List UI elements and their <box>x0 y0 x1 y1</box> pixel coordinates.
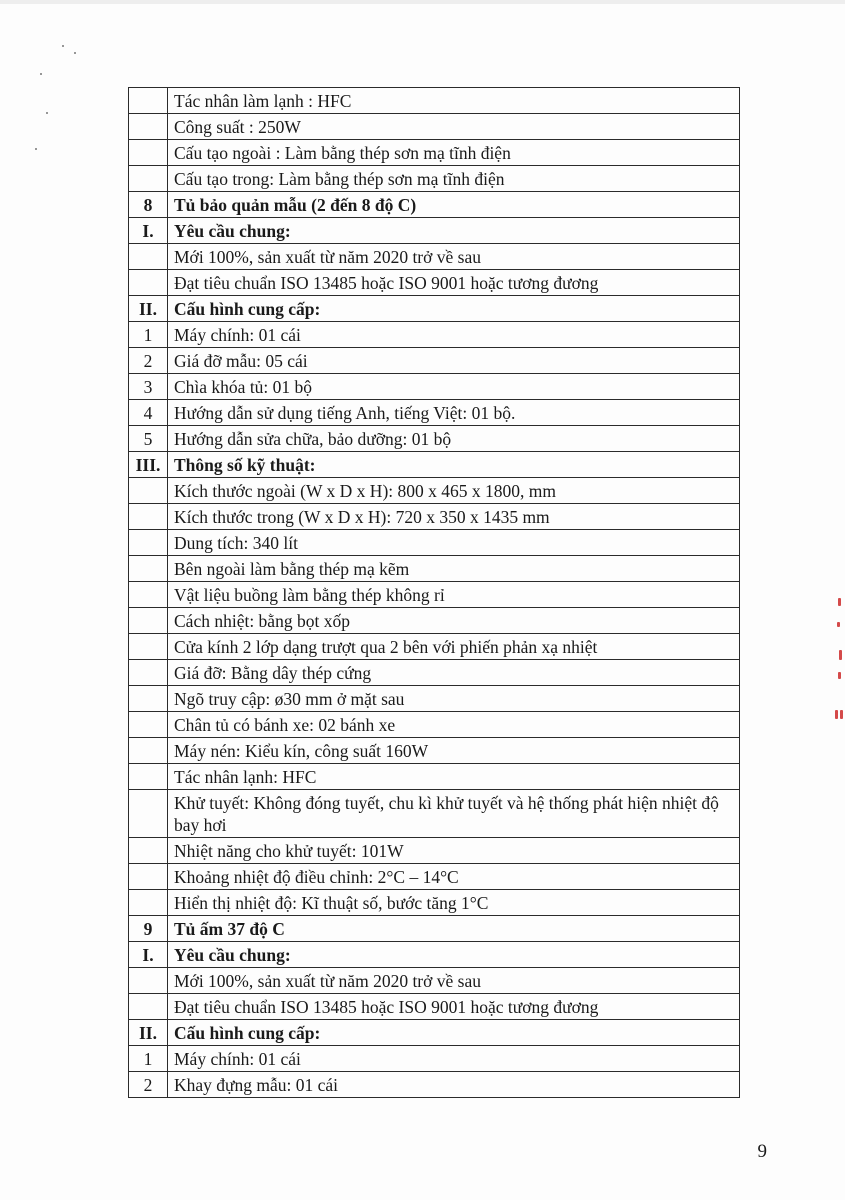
row-number-cell: 3 <box>129 374 168 400</box>
row-text-cell: Đạt tiêu chuẩn ISO 13485 hoặc ISO 9001 hoặc tương đương <box>168 994 740 1020</box>
row-text-cell: Mới 100%, sản xuất từ năm 2020 trở về sau <box>168 244 740 270</box>
row-text-cell: Cấu tạo trong: Làm bằng thép sơn mạ tĩnh điện <box>168 166 740 192</box>
row-number-cell <box>129 504 168 530</box>
table-section-row <box>129 452 740 478</box>
spec-table-body <box>129 88 740 1098</box>
row-text-cell: Cửa kính 2 lớp dạng trượt qua 2 bên với phiến phản xạ nhiệt <box>168 634 740 660</box>
row-text-cell: Chân tủ có bánh xe: 02 bánh xe <box>168 712 740 738</box>
row-number-cell: 1 <box>129 322 168 348</box>
scan-speck <box>62 45 64 47</box>
row-text-cell: Máy chính: 01 cái <box>168 1046 740 1072</box>
table-row <box>129 140 740 166</box>
row-number-cell: 1 <box>129 1046 168 1072</box>
scan-edge <box>0 0 845 4</box>
row-text-cell: Công suất : 250W <box>168 114 740 140</box>
row-text-cell: Kích thước ngoài (W x D x H): 800 x 465 x 1800, mm <box>168 478 740 504</box>
row-number-cell: 5 <box>129 426 168 452</box>
table-row <box>129 968 740 994</box>
table-section-row <box>129 942 740 968</box>
table-row <box>129 582 740 608</box>
row-text-cell: Cách nhiệt: bằng bọt xốp <box>168 608 740 634</box>
table-row <box>129 322 740 348</box>
row-number-cell <box>129 968 168 994</box>
row-number-cell: I. <box>129 218 168 244</box>
row-text-cell: Tác nhân làm lạnh : HFC <box>168 88 740 114</box>
table-section-row <box>129 296 740 322</box>
row-number-cell: III. <box>129 452 168 478</box>
row-text-cell: Dung tích: 340 lít <box>168 530 740 556</box>
row-number-cell <box>129 556 168 582</box>
table-row <box>129 88 740 114</box>
row-text-cell: Cấu tạo ngoài : Làm bằng thép sơn mạ tĩnh điện <box>168 140 740 166</box>
row-number-cell <box>129 608 168 634</box>
row-text-cell: Kích thước trong (W x D x H): 720 x 350 x 1435 mm <box>168 504 740 530</box>
table-section-row <box>129 192 740 218</box>
table-row <box>129 426 740 452</box>
row-number-cell <box>129 864 168 890</box>
row-text-cell: Cấu hình cung cấp: <box>168 1020 740 1046</box>
row-text-cell: Tác nhân lạnh: HFC <box>168 764 740 790</box>
table-row <box>129 864 740 890</box>
row-number-cell: II. <box>129 296 168 322</box>
row-text-cell: Tủ ấm 37 độ C <box>168 916 740 942</box>
row-number-cell <box>129 890 168 916</box>
spec-table <box>128 87 740 1098</box>
table-row <box>129 738 740 764</box>
row-number-cell: 2 <box>129 1072 168 1098</box>
row-number-cell: 2 <box>129 348 168 374</box>
row-number-cell: I. <box>129 942 168 968</box>
row-text-cell: Cấu hình cung cấp: <box>168 296 740 322</box>
table-row <box>129 244 740 270</box>
row-text-cell: Nhiệt năng cho khử tuyết: 101W <box>168 838 740 864</box>
table-row <box>129 400 740 426</box>
row-number-cell <box>129 994 168 1020</box>
row-text-cell: Giá đỡ mẫu: 05 cái <box>168 348 740 374</box>
row-number-cell <box>129 634 168 660</box>
table-row <box>129 1046 740 1072</box>
table-row <box>129 994 740 1020</box>
table-row <box>129 712 740 738</box>
table-row <box>129 790 740 838</box>
table-row <box>129 686 740 712</box>
table-row <box>129 890 740 916</box>
table-row <box>129 608 740 634</box>
row-text-cell: Khay đựng mẫu: 01 cái <box>168 1072 740 1098</box>
table-row <box>129 166 740 192</box>
row-text-cell: Máy chính: 01 cái <box>168 322 740 348</box>
row-number-cell <box>129 88 168 114</box>
stamp-edge-mark <box>832 598 844 738</box>
table-row <box>129 374 740 400</box>
row-text-cell: Yêu cầu chung: <box>168 218 740 244</box>
row-text-cell: Hiển thị nhiệt độ: Kĩ thuật số, bước tăng 1°C <box>168 890 740 916</box>
table-row <box>129 556 740 582</box>
row-text-cell: Mới 100%, sản xuất từ năm 2020 trở về sau <box>168 968 740 994</box>
row-text-cell: Hướng dẫn sử dụng tiếng Anh, tiếng Việt: 01 bộ. <box>168 400 740 426</box>
row-number-cell: 9 <box>129 916 168 942</box>
row-text-cell: Thông số kỹ thuật: <box>168 452 740 478</box>
row-text-cell: Khoảng nhiệt độ điều chỉnh: 2°C – 14°C <box>168 864 740 890</box>
scan-speck <box>40 73 42 75</box>
page-number: 9 <box>757 1141 767 1162</box>
row-text-cell: Vật liệu buồng làm bằng thép không rỉ <box>168 582 740 608</box>
row-text-cell: Bên ngoài làm bằng thép mạ kẽm <box>168 556 740 582</box>
row-number-cell: II. <box>129 1020 168 1046</box>
row-number-cell <box>129 686 168 712</box>
table-row <box>129 270 740 296</box>
table-section-row <box>129 916 740 942</box>
row-number-cell <box>129 478 168 504</box>
scan-speck <box>74 52 76 54</box>
table-row <box>129 764 740 790</box>
table-section-row <box>129 1020 740 1046</box>
row-number-cell <box>129 140 168 166</box>
row-text-cell: Đạt tiêu chuẩn ISO 13485 hoặc ISO 9001 hoặc tương đương <box>168 270 740 296</box>
row-number-cell: 8 <box>129 192 168 218</box>
row-number-cell <box>129 838 168 864</box>
table-row <box>129 1072 740 1098</box>
table-section-row <box>129 218 740 244</box>
row-text-cell: Hướng dẫn sửa chữa, bảo dưỡng: 01 bộ <box>168 426 740 452</box>
table-row <box>129 114 740 140</box>
row-number-cell <box>129 270 168 296</box>
row-number-cell <box>129 712 168 738</box>
row-number-cell <box>129 244 168 270</box>
row-text-cell: Chìa khóa tủ: 01 bộ <box>168 374 740 400</box>
row-number-cell <box>129 764 168 790</box>
row-number-cell <box>129 166 168 192</box>
row-text-cell: Giá đỡ: Bằng dây thép cứng <box>168 660 740 686</box>
row-number-cell <box>129 530 168 556</box>
table-row <box>129 348 740 374</box>
row-number-cell <box>129 114 168 140</box>
table-row <box>129 660 740 686</box>
table-row <box>129 634 740 660</box>
row-text-cell: Tủ bảo quản mẫu (2 đến 8 độ C) <box>168 192 740 218</box>
row-number-cell: 4 <box>129 400 168 426</box>
table-row <box>129 530 740 556</box>
row-text-cell: Yêu cầu chung: <box>168 942 740 968</box>
table-row <box>129 504 740 530</box>
scan-speck <box>35 148 37 150</box>
scan-speck <box>46 112 48 114</box>
table-row <box>129 478 740 504</box>
row-text-cell: Khử tuyết: Không đóng tuyết, chu kì khử tuyết và hệ thống phát hiện nhiệt độ bay hơi <box>168 790 740 838</box>
row-text-cell: Máy nén: Kiểu kín, công suất 160W <box>168 738 740 764</box>
row-number-cell <box>129 790 168 838</box>
row-number-cell <box>129 582 168 608</box>
row-number-cell <box>129 738 168 764</box>
row-text-cell: Ngõ truy cập: ø30 mm ở mặt sau <box>168 686 740 712</box>
table-row <box>129 838 740 864</box>
row-number-cell <box>129 660 168 686</box>
